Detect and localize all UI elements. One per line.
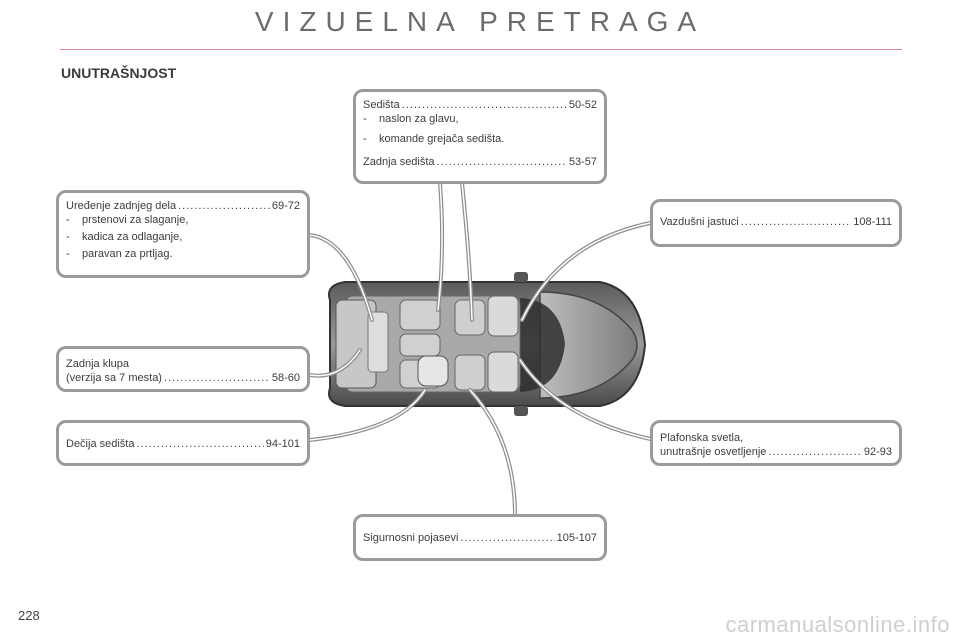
entry-child-seats[interactable]: Dečija sedišta ..... 94-101 [66, 437, 300, 451]
page-number: 228 [18, 608, 40, 623]
entry-interior-lighting[interactable]: unutrašnje osvetljenje ..... 92-93 [660, 445, 892, 459]
box-airbags[interactable] [650, 199, 902, 247]
entry-rear-arrangement[interactable]: Uređenje zadnjeg dela ..... 69-72 [66, 199, 300, 213]
entry-seats[interactable]: Sedišta ..... 50-52 [363, 98, 597, 112]
box-rear-bench[interactable] [56, 346, 310, 392]
page-ref[interactable]: 53-57 [568, 156, 597, 168]
box-child-seats[interactable] [56, 420, 310, 466]
page-ref[interactable]: 105-107 [556, 532, 597, 544]
box-ceiling-lights[interactable] [650, 420, 902, 466]
page-ref[interactable]: 92-93 [863, 446, 892, 458]
list-item: - kadica za odlaganje, [66, 231, 183, 243]
box-seats[interactable] [353, 89, 607, 184]
box-seat-belts[interactable] [353, 514, 607, 561]
car-body [329, 272, 645, 416]
page-ref[interactable]: 94-101 [265, 438, 300, 450]
entry-rear-seats[interactable]: Zadnja sedišta ..... 53-57 [363, 155, 597, 169]
entry-ceiling-lights-title: Plafonska svetla, [660, 432, 744, 444]
page-ref[interactable]: 58-60 [271, 372, 300, 384]
entry-rear-bench[interactable]: (verzija sa 7 mesta) ..... 58-60 [66, 371, 300, 385]
entry-airbags[interactable]: Vazdušni jastuci ..... 108-111 [660, 215, 892, 229]
watermark: carmanualsonline.info [725, 612, 950, 637]
entry-seat-belts[interactable]: Sigurnosni pojasevi ..... 105-107 [363, 531, 597, 545]
list-item: - paravan za prtljag. [66, 248, 173, 260]
list-item: - prstenovi za slaganje, [66, 214, 189, 226]
page-ref[interactable]: 50-52 [568, 99, 597, 111]
page-ref[interactable]: 69-72 [271, 200, 300, 212]
page-title: VIZUELNA PRETRAGA [254, 6, 706, 37]
entry-rear-bench-title: Zadnja klupa [66, 358, 129, 370]
section-title: UNUTRAŠNJOST [61, 65, 177, 81]
box-rear-arrangement[interactable] [56, 190, 310, 278]
list-item: - komande grejača sedišta. [363, 133, 505, 145]
page-ref[interactable]: 108-111 [853, 216, 892, 228]
list-item: - naslon za glavu, [363, 113, 459, 125]
